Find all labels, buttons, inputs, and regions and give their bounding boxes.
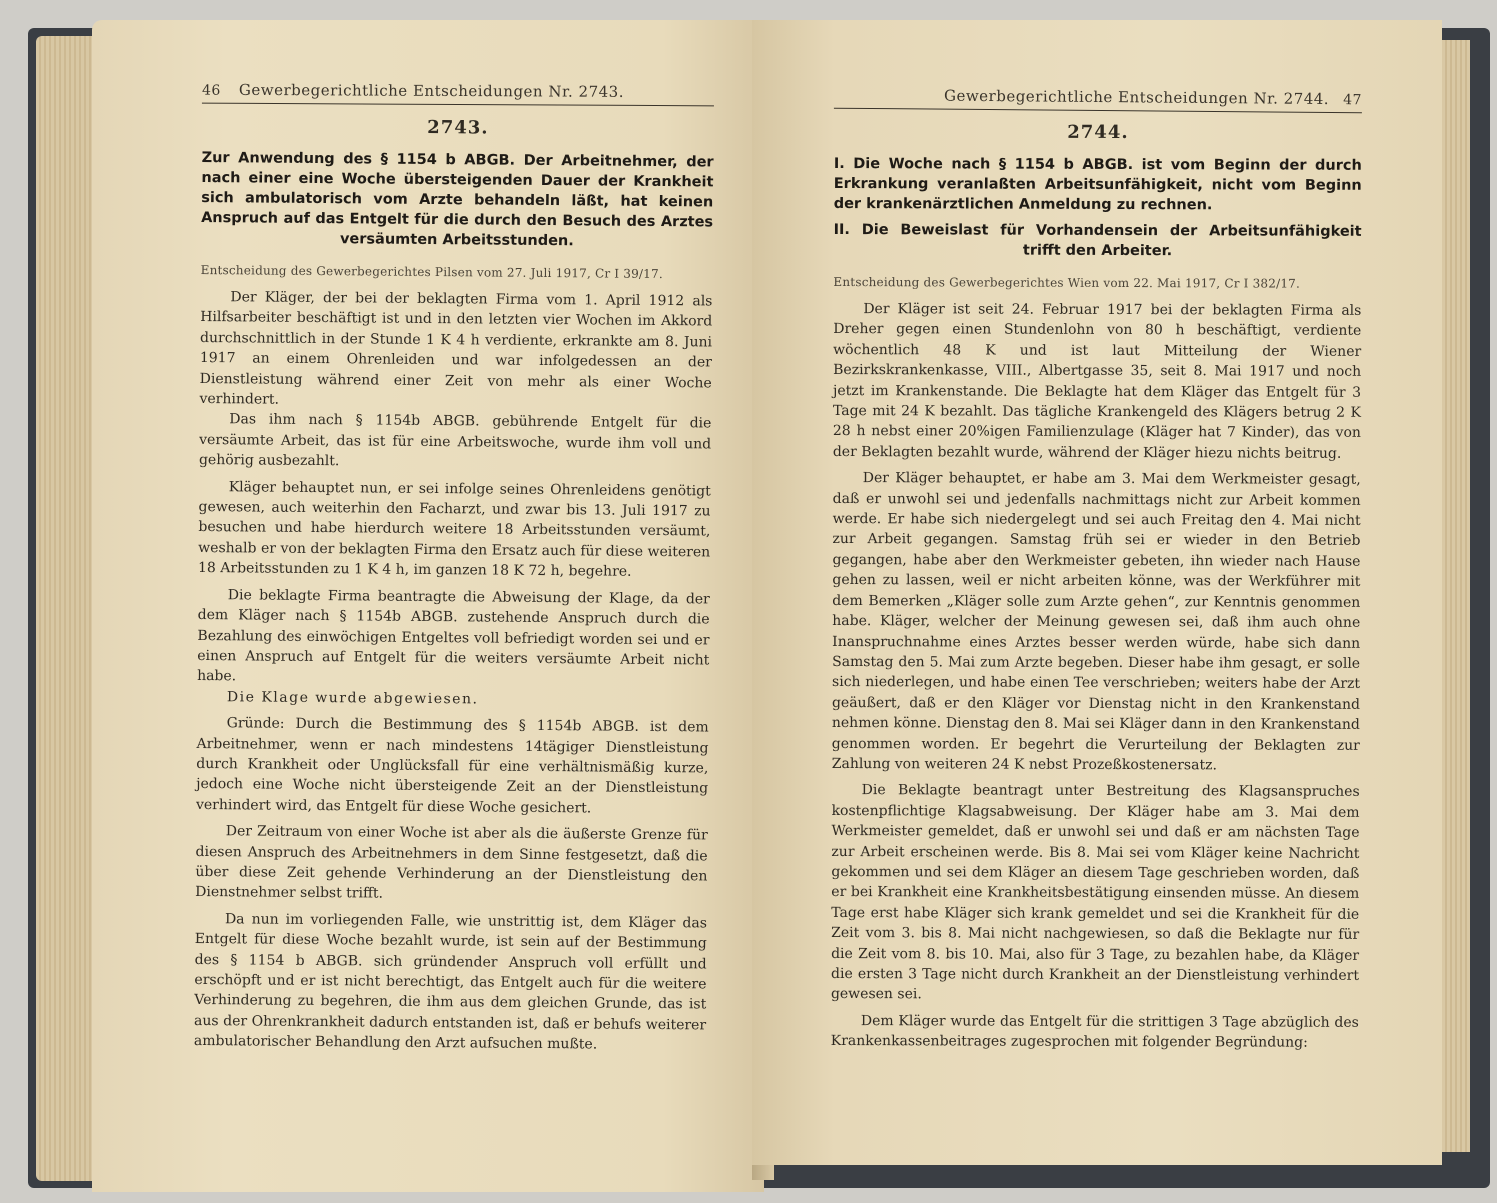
paragraph: Die Klage wurde abgewiesen. [226,688,479,708]
left-page-body [194,115,714,1056]
headnote-right-2: II. Die Beweislast für Vorhandensein der Arbeitsunfähigkeit trifft den Arbeiter. [833,221,1362,260]
paragraph: Die beklagte Firma beantragte die Abweisung der Klage, da der dem Kläger nach § 1154b ABGB. zustehende Anspruch durch die Bezahlung des einwöchigen Entgeltes voll befriedigt worden sei und er einen Anspruch auf Entgelt für die weiters versäumte Arbeit nicht habe. [197,586,710,685]
page-number-left: 46 [201,82,221,99]
paragraph: Der Kläger, der bei der beklagten Firma vom 1. April 1912 als Hilfsarbeiter beschäftigt ist und in den letzten vier Wochen im Akkord durchschnittlich in der Stunde 1 K 4 h verdiente, erkrankte am 8. Juni 1917 an einem Ohrenleiden und war infolgedessen an der Dienstleistung während einer Zeit von mehr als einer Woche verhindert. [199,289,713,408]
case-number-left: 2743. [427,116,489,139]
headnote-left: Zur Anwendung des § 1154 b ABGB. Der Arbeitnehmer, der nach einer eine Woche übersteigenden Dauer der Krankheit sich ambulatorisch vom Arzte behandeln läßt, hat keinen Anspruch auf das Entgelt für die durch den Besuch des Arztes versäumten Arbeitsstunden. [201,149,714,250]
paragraph: Gründe: Durch die Bestimmung des § 1154b ABGB. ist dem Arbeitnehmer, wenn er nach mindestens 14tägiger Dienstleistung durch Krankheit oder Unglücksfall für eine verhältnismäßig kurze, jedoch eine Woche nicht übersteigende Zeit an der Dienstleistung verhindert wird, das Entgelt für diese Woche gesichert. [195,715,709,817]
headnote-right-1: I. Die Woche nach § 1154 b ABGB. ist vom Beginn der durch Erkrankung veranlaßten Arbeitsunfähigkeit, nicht vom Beginn der krankenärztlichen Anmeldung zu rechnen. [833,155,1362,214]
left-page [92,20,764,1192]
running-head-title-right: Gewerbegerichtliche Entscheidungen Nr. 2744. [943,86,1330,109]
page-number-right: 47 [1343,92,1363,109]
source-right: Entscheidung des Gewerbegerichtes Wien vom 22. Mai 1917, Cr I 382/17. [833,274,1301,291]
paragraph: Da nun im vorliegenden Falle, wie unstrittig ist, dem Kläger das Entgelt für diese Woche bezahlt wurde, ist sein auf der Bestimmung des § 1154 b ABGB. sich gründender Anspruch voll erfüllt und erschöpft und er ist nicht berechtigt, das Entgelt auch für die weitere Verhinderung zu begehren, die ihm aus dem gleichen Grunde, das ist aus der Ohrenkrankheit dadurch entstanden ist, daß er behufs weiterer ambulatorischer Behandlung den Arzt aufsuchen mußte. [193,911,708,1053]
paragraph: Das ihm nach § 1154b ABGB. gebührende Entgelt für die versäumte Arbeit, das ist für eine Arbeitswoche, wurde ihm voll und gehörig ausbezahlt. [198,411,712,470]
paragraph: Die Beklagte beantragt unter Bestreitung des Klagsanspruches kostenpflichtige Klagsabweisung. Der Kläger habe am 3. Mai dem Werkmeister gemeldet, daß er unwohl sei und daß er am nächsten Tage zur Arbeit erscheinen werde. Bis 8. Mai sei vom Kläger keine Nachricht gekommen und sei dem Kläger an diesem Tage geschrieben worden, daß er bei Krankheit eine Krankheitsbestätigung einsenden müsse. An diesem Tage erst habe Kläger sich krank gemeldet und sei die Krankheit für die Zeit vom 3. bis 8. Mai nicht nachgewiesen, so daß die Beklagte nur für die Zeit vom 8. bis 10. Mai, also für 3 Tage, zu bezahlen habe, da Kläger die ersten 3 Tage nicht durch Krankheit an der Dienstleistung verhindert gewesen sei. [830,782,1360,1003]
paragraph: Der Kläger behauptet, er habe am 3. Mai dem Werkmeister gesagt, daß er unwohl sei und jedenfalls nachmittags nicht zur Arbeit kommen werde. Er habe sich niedergelegt und sei auch Freitag den 4. Mai nicht zur Arbeit gegangen. Samstag früh sei er wieder in den Betrieb gegangen, habe aber den Werkmeister gebeten, ihn wieder nach Hause gehen zu lassen, weil er nicht arbeiten könne, was der Werkführer mit dem Bemerken „Kläger solle zum Arzte gehen“, zur Kenntnis genommen habe. Kläger, welcher der Meinung gewesen sei, daß ihm auch ohne Inanspruchnahme eines Arztes besser werden würde, habe sich dann Samstag den 5. Mai zum Arzte begeben. Dieser habe ihm gesagt, er solle sich niederlegen, und habe einen Tee verschrieben; weiters habe der Arzt geäußert, daß er den Kläger vor Dienstag nicht in den Krankenstand nehmen könne. Dienstag den 8. Mai sei Kläger dann in den Krankenstand genommen worden. Er begehrt die Verurteilung der Beklagten zur Zahlung von weiteren 24 K nebst Prozeßkostenersatz. [831,470,1361,774]
running-head-right [834,86,1362,114]
paragraph: Kläger behauptet nun, er sei infolge seines Ohrenleidens genötigt gewesen, auch weiterhin den Facharzt, und zwar bis 13. Juli 1917 zu besuchen und habe hierdurch weitere 18 Arbeitsstunden versäumt, weshalb er von der beklagten Firma den Ersatz auch für diese weiteren 18 Arbeitsstunden zu 1 K 4 h, im ganzen 18 K 72 h, begehre. [197,478,711,581]
case-number-right: 2744. [1067,121,1129,144]
right-page-body [831,121,1362,1053]
paragraph: Der Zeitraum von einer Woche ist aber als die äußerste Grenze für diesen Anspruch des Arbeitnehmers in dem Sinne festgesetzt, daß die über diese Zeit gehende Verhinderung an der Dienstleistung den Dienstnehmer selbst trifft. [195,823,708,902]
running-head-left [202,81,714,107]
source-left: Entscheidung des Gewerbegerichtes Pilsen vom 27. Juli 1917, Cr I 39/17. [200,262,663,282]
right-page [752,20,1442,1165]
paragraph: Der Kläger ist seit 24. Februar 1917 bei der beklagten Firma als Dreher gegen einen Stundenlohn von 80 h beschäftigt, verdiente wöchentlich 48 K und ist laut Mitteilung der Wiener Bezirkskrankenkasse, VIII., Albertgasse 35, seit 8. Mai 1917 und noch jetzt im Krankenstande. Die Beklagte hat dem Kläger das Entgelt für 3 Tage mit 24 K bezahlt. Das tägliche Krankengeld des Klägers betrug 2 K 28 h nebst einer 20%igen Familienzulage (Kläger hat 7 Kinder), das von der Beklagten bezahlt wurde, während der Kläger hiezu nichts beitrug. [832,301,1362,462]
paragraph: Dem Kläger wurde das Entgelt für die strittigen 3 Tage abzüglich des Krankenkassenbeitrages zugesprochen mit folgender Begründung: [830,1012,1359,1051]
running-head-title-left: Gewerbegerichtliche Entscheidungen Nr. 2743. [238,80,625,101]
